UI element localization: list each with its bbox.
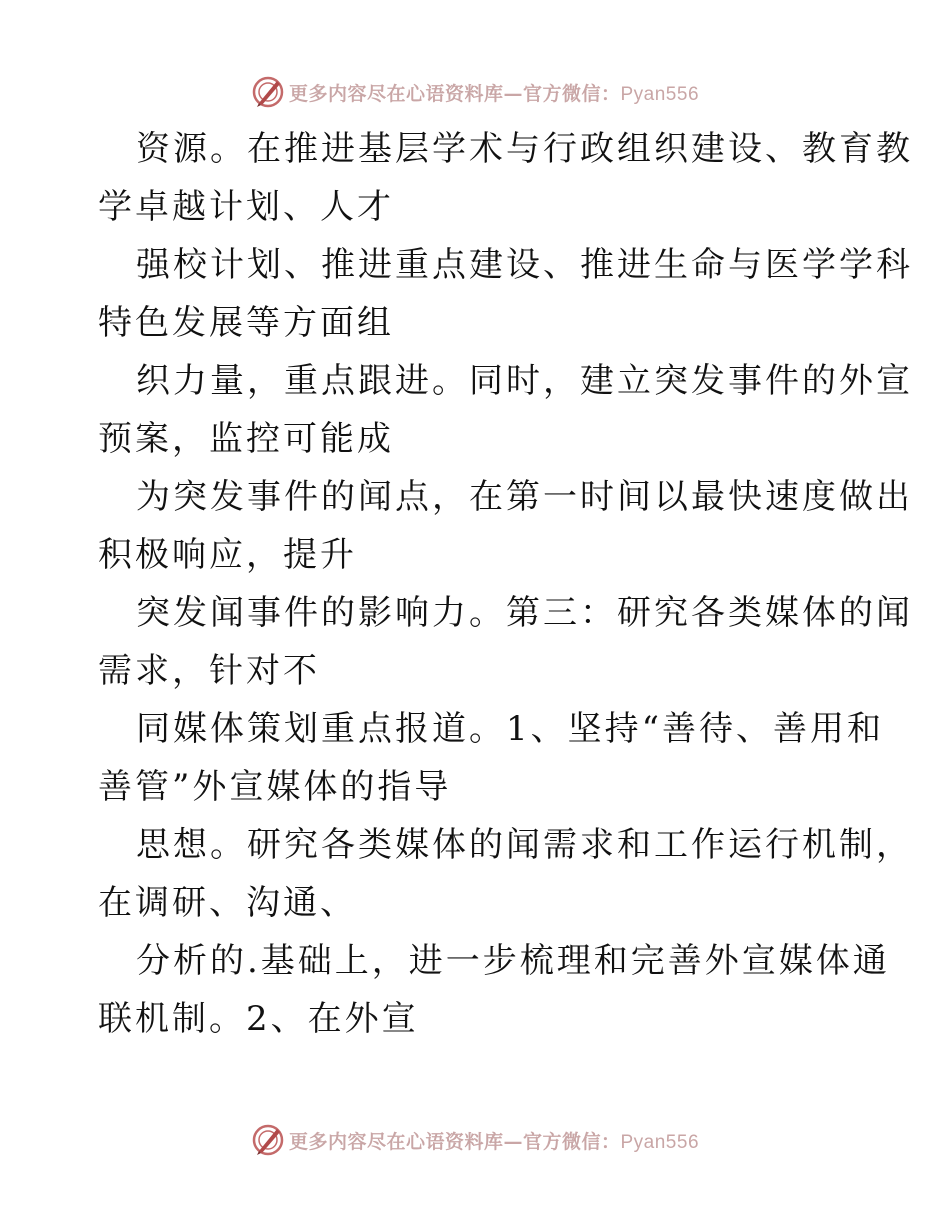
body-line: 资源。在推进基层学术与行政组织建设、教育教 [136,129,913,169]
body-line: 特色发展等方面组 [98,303,394,343]
pen-logo-icon [251,1123,285,1157]
body-line: 同媒体策划重点报道。1、坚持“善待、善用和 [136,709,885,749]
body-line: 织力量，重点跟进。同时，建立突发事件的外宣 [136,361,913,401]
body-line: 思想。研究各类媒体的闻需求和工作运行机制， [136,825,913,865]
body-line: 分析的.基础上，进一步梳理和完善外宣媒体通 [136,941,890,981]
body-line: 联机制。2、在外宣 [98,999,419,1039]
body-line: 学卓越计划、人才 [98,187,394,227]
header-watermark [0,72,950,112]
pen-logo-icon [251,75,285,109]
body-line: 强校计划、推进重点建设、推进生命与医学学科 [136,245,913,285]
body-line: 突发闻事件的影响力。第三：研究各类媒体的闻 [136,593,913,633]
footer-watermark [0,1120,950,1160]
watermark-handle: Pyan556 [620,83,700,105]
body-line: 在调研、沟通、 [98,883,357,923]
watermark-text: 更多内容尽在心语资料库—官方微信： [288,1130,621,1153]
body-line: 为突发事件的闻点，在第一时间以最快速度做出 [136,477,913,517]
body-line: 积极响应，提升 [98,535,357,575]
body-line: 善管”外宣媒体的指导 [98,767,452,807]
watermark-text: 更多内容尽在心语资料库—官方微信： [288,82,621,105]
watermark-handle: Pyan556 [620,1131,700,1153]
body-line: 需求，针对不 [98,651,320,691]
document-body [98,120,913,1048]
body-line: 预案，监控可能成 [98,419,394,459]
